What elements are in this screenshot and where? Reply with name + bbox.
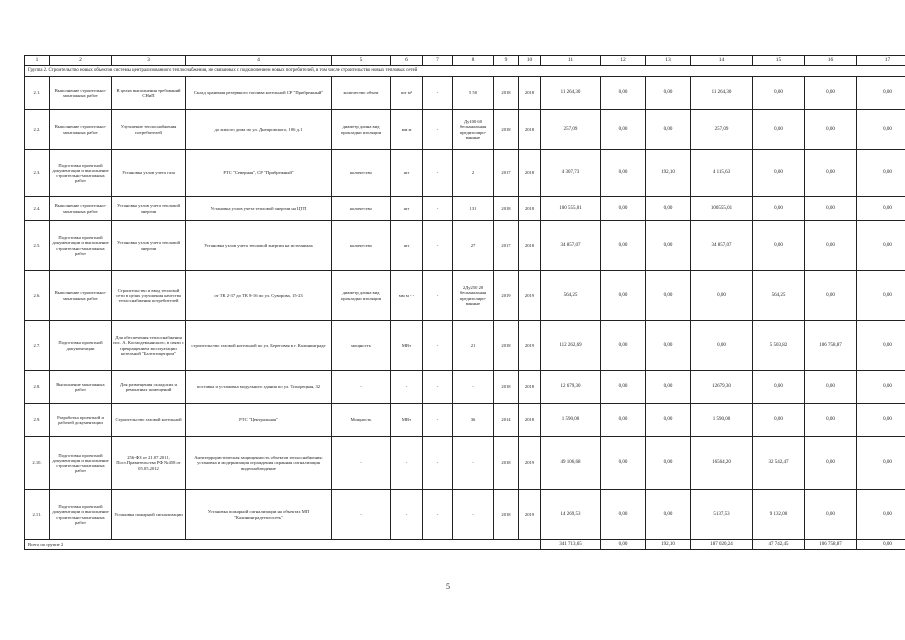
table-cell: 106 758,87: [805, 321, 857, 371]
table-cell: Выполнение строительно-монтажных работ: [50, 197, 112, 221]
group-total-value: 341 713,65: [541, 540, 601, 550]
column-number-cell: 10: [519, 56, 541, 66]
column-number-cell: 13: [646, 56, 691, 66]
table-cell: -: [423, 77, 453, 110]
table-cell: 2019: [519, 321, 541, 371]
table-cell: 5 503,82: [753, 321, 805, 371]
table-cell: 0,00: [753, 197, 805, 221]
table-cell: 2018: [519, 404, 541, 437]
table-cell: 14 269,53: [541, 490, 601, 540]
table-cell: от ТК 2-37 до ТК 8-16 по ул. Суворова, 15-23: [186, 271, 332, 321]
table-cell: 100555,01: [691, 197, 753, 221]
table-cell: -: [391, 371, 423, 404]
table-row: [25, 490, 905, 540]
table-cell: 0,00: [857, 221, 905, 271]
table-cell: РТС "Северная", СР "Прибрежный": [186, 150, 332, 197]
table-cell: 0,00: [857, 77, 905, 110]
table-cell: 11 264,30: [541, 77, 601, 110]
table-cell: 0,00: [805, 221, 857, 271]
table-cell: Антитеррористическая защищенность объектов теплоснабжения: установка и модернизация ограждения охранная сигнализация видеонаблюдение: [186, 437, 332, 490]
group-total-value: 106 758,87: [805, 540, 857, 550]
table-cell: 2018: [519, 77, 541, 110]
group-total-value: 0,00: [601, 540, 646, 550]
table-cell: количество: [332, 221, 391, 271]
table-cell: 2018: [494, 437, 519, 490]
table-cell: В целях выполнения требований СНиП: [112, 77, 186, 110]
table-cell: мощность: [332, 321, 391, 371]
table-cell: 2: [453, 150, 494, 197]
table-cell: Для обеспечения теплоснабжения пос. А. Космодемьянского, в связи с прекращением эксплуатации котельной "Балтптицепром": [112, 321, 186, 371]
table-cell: диаметр длина вид прокладки изоляции: [332, 271, 391, 321]
group-total-label: Всего по группе 2: [25, 540, 541, 550]
table-cell: Подготовка проектной документации и выполнение строительно-монтажных работ: [50, 221, 112, 271]
table-cell: 2019: [519, 271, 541, 321]
table-cell: 4 115,63: [691, 150, 753, 197]
group-title-row: [25, 66, 905, 77]
table-cell: 0,00: [805, 150, 857, 197]
table-cell: 2018: [494, 371, 519, 404]
table-cell: 0,00: [857, 110, 905, 150]
column-number-cell: 6: [391, 56, 423, 66]
table-row: [25, 271, 905, 321]
table-cell: 0,00: [646, 77, 691, 110]
table-cell: шт: [391, 197, 423, 221]
table-cell: 34 857,07: [691, 221, 753, 271]
table-cell: 4 307,73: [541, 150, 601, 197]
table-cell: 5 50: [453, 77, 494, 110]
table-cell: 2.5.: [25, 221, 50, 271]
table-cell: 0,00: [805, 490, 857, 540]
group-total-value: 187 020,24: [691, 540, 753, 550]
table-cell: количество: [332, 150, 391, 197]
table-row: [25, 197, 905, 221]
table-cell: до жилого дома по ул. Днепровского, 106 д.1: [186, 110, 332, 150]
table-cell: -: [423, 490, 453, 540]
table-cell: 2018: [494, 490, 519, 540]
table-cell: Подготовка проектной документации: [50, 321, 112, 371]
investment-program-table: [24, 55, 905, 550]
table-cell: 0,00: [646, 371, 691, 404]
table-cell: -: [423, 437, 453, 490]
table-cell: 2.8.: [25, 371, 50, 404]
table-cell: 2018: [494, 321, 519, 371]
table-cell: Ду100 60 бесканальная предизолиро-ванные: [453, 110, 494, 150]
table-cell: -: [423, 221, 453, 271]
table-cell: -: [453, 490, 494, 540]
table-cell: 0,00: [805, 110, 857, 150]
table-cell: -: [423, 321, 453, 371]
table-cell: Установка узлов учета тепловой энергии: [112, 221, 186, 271]
table-cell: строительство газовой котельной по ул. Береговая в г. Калининграде: [186, 321, 332, 371]
table-cell: Склад хранения резервного топлива котельной СР "Прибрежный": [186, 77, 332, 110]
table-cell: Разработка проектной и рабочей документации: [50, 404, 112, 437]
column-number-cell: 2: [50, 56, 112, 66]
table-cell: 0,00: [857, 371, 905, 404]
page-number: 5: [446, 582, 450, 591]
table-cell: -: [423, 150, 453, 197]
table-cell: 12679,30: [691, 371, 753, 404]
group-total-row: [25, 540, 905, 550]
table-cell: -: [391, 437, 423, 490]
column-number-cell: 11: [541, 56, 601, 66]
table-cell: 49 106,68: [541, 437, 601, 490]
table-cell: -: [332, 437, 391, 490]
table-cell: 0,00: [753, 221, 805, 271]
table-cell: 2Ду250 20 бесканальная предизолиро-ванные: [453, 271, 494, 321]
table-cell: Установка узлов учета тепловой энергии на ЦТП: [186, 197, 332, 221]
table-cell: Для размещения складских и ремонтных помещений: [112, 371, 186, 404]
table-cell: 0,00: [857, 150, 905, 197]
table-cell: 2019: [494, 271, 519, 321]
table-row: [25, 404, 905, 437]
table-cell: -: [423, 197, 453, 221]
column-number-cell: 5: [332, 56, 391, 66]
table-cell: 2017: [494, 150, 519, 197]
table-cell: 0,00: [805, 404, 857, 437]
table-cell: 0,00: [753, 371, 805, 404]
table-cell: 0,00: [646, 271, 691, 321]
table-cell: 257,09: [691, 110, 753, 150]
table-cell: Подготовка проектной документации и выполнение строительно-монтажных работ: [50, 437, 112, 490]
table-cell: 2019: [519, 490, 541, 540]
table-cell: 0,00: [601, 110, 646, 150]
table-cell: 0,00: [857, 404, 905, 437]
table-cell: Улучшение теплоснабжения потребителей: [112, 110, 186, 150]
table-cell: Выполнение монтажных работ: [50, 371, 112, 404]
table-cell: 0,00: [857, 437, 905, 490]
table-cell: 0,00: [601, 321, 646, 371]
table-cell: 2.11.: [25, 490, 50, 540]
table-cell: 9 132,00: [753, 490, 805, 540]
table-cell: 2.6.: [25, 271, 50, 321]
table-cell: МВт: [391, 404, 423, 437]
table-cell: 1 590,00: [541, 404, 601, 437]
table-cell: 0,00: [601, 150, 646, 197]
group-total-value: 47 742,45: [753, 540, 805, 550]
table-cell: -: [332, 371, 391, 404]
table-cell: Мощность: [332, 404, 391, 437]
table-cell: 2.4.: [25, 197, 50, 221]
table-cell: 0,00: [805, 437, 857, 490]
table-cell: 257,09: [541, 110, 601, 150]
table-cell: -: [423, 371, 453, 404]
table-cell: Выполнение строительно-монтажных работ: [50, 110, 112, 150]
column-number-row: [25, 56, 905, 66]
table-cell: мм м: [391, 110, 423, 150]
table-cell: 0,00: [857, 490, 905, 540]
table-cell: 2018: [519, 371, 541, 404]
table-cell: Строительство газовой котельной: [112, 404, 186, 437]
table-cell: 0,00: [646, 197, 691, 221]
table-cell: 0,00: [857, 197, 905, 221]
table-row: [25, 150, 905, 197]
column-number-cell: 9: [494, 56, 519, 66]
table-cell: 16564,20: [691, 437, 753, 490]
table-row: [25, 437, 905, 490]
table-cell: шт м³: [391, 77, 423, 110]
table-cell: Установка узлов учета газа: [112, 150, 186, 197]
table-cell: 131: [453, 197, 494, 221]
table-cell: 32 542,47: [753, 437, 805, 490]
table-cell: 2018: [519, 221, 541, 271]
table-cell: 36: [453, 404, 494, 437]
table-cell: 0,00: [646, 404, 691, 437]
table-cell: мм м - -: [391, 271, 423, 321]
column-number-cell: 12: [601, 56, 646, 66]
table-cell: 0,00: [805, 271, 857, 321]
table-cell: 0,00: [646, 490, 691, 540]
table-cell: 112 262,69: [541, 321, 601, 371]
column-number-cell: 8: [453, 56, 494, 66]
table-cell: Выполнение строительно-монтажных работ: [50, 271, 112, 321]
table-cell: 2018: [519, 110, 541, 150]
table-cell: 0,00: [601, 77, 646, 110]
table-cell: -: [453, 371, 494, 404]
table-cell: -: [423, 271, 453, 321]
table-cell: 0,00: [646, 321, 691, 371]
table-cell: Установка узлов учета тепловой энергии на источниках: [186, 221, 332, 271]
table-cell: количество: [332, 197, 391, 221]
table-cell: 564,25: [541, 271, 601, 321]
table-cell: 2.9.: [25, 404, 50, 437]
table-cell: 0,00: [805, 77, 857, 110]
investment-table-sheet: [24, 55, 892, 550]
table-cell: 0,00: [646, 221, 691, 271]
table-cell: 12 679,30: [541, 371, 601, 404]
table-cell: 2018: [494, 77, 519, 110]
table-cell: МВт: [391, 321, 423, 371]
table-cell: 11 264,30: [691, 77, 753, 110]
group-title: Группа 2. Строительство новых объектов системы централизованного теплоснабжения, не связанных с подключением новых потребителей, в том числе строительство новых тепловых сетей: [25, 66, 905, 77]
table-cell: 0,00: [601, 404, 646, 437]
table-row: [25, 321, 905, 371]
table-cell: 0,00: [753, 404, 805, 437]
group-total-value: 192,10: [646, 540, 691, 550]
table-cell: 0,00: [601, 490, 646, 540]
table-cell: -: [423, 110, 453, 150]
table-cell: шт: [391, 150, 423, 197]
column-number-cell: 14: [691, 56, 753, 66]
table-cell: 100 555,01: [541, 197, 601, 221]
table-cell: 256-ФЗ от 21.07.2011, Пост.Правительства РФ №458 от 05.05.2012: [112, 437, 186, 490]
table-cell: количество объем: [332, 77, 391, 110]
table-cell: -: [423, 404, 453, 437]
table-cell: 34 857,07: [541, 221, 601, 271]
table-row: [25, 110, 905, 150]
table-cell: 0,00: [601, 437, 646, 490]
table-cell: 0,00: [857, 271, 905, 321]
table-cell: 0,00: [646, 110, 691, 150]
group-total-value: 0,00: [857, 540, 905, 550]
column-number-cell: 7: [423, 56, 453, 66]
column-number-cell: 15: [753, 56, 805, 66]
table-row: [25, 77, 905, 110]
table-cell: 5137,53: [691, 490, 753, 540]
table-cell: 2.10.: [25, 437, 50, 490]
table-cell: 0,00: [857, 321, 905, 371]
table-cell: 1 590,00: [691, 404, 753, 437]
table-cell: Строительство и ввод тепловой сети в целях улучшения качества теплоснабжения потребителей: [112, 271, 186, 321]
table-cell: 2014: [494, 404, 519, 437]
table-cell: Подготовка проектной документации и выполнение строительно-монтажных работ: [50, 490, 112, 540]
column-number-cell: 1: [25, 56, 50, 66]
table-cell: 2017: [494, 221, 519, 271]
column-number-cell: 17: [857, 56, 905, 66]
table-cell: 192,10: [646, 150, 691, 197]
table-cell: 2.2.: [25, 110, 50, 150]
column-number-cell: 3: [112, 56, 186, 66]
table-cell: шт: [391, 221, 423, 271]
table-cell: 2018: [519, 197, 541, 221]
table-cell: 0,00: [691, 321, 753, 371]
table-cell: 0,00: [805, 371, 857, 404]
table-cell: -: [391, 490, 423, 540]
table-cell: 27: [453, 221, 494, 271]
table-cell: Выполнение строительно-монтажных работ: [50, 77, 112, 110]
table-cell: 0,00: [601, 221, 646, 271]
table-cell: 0,00: [691, 271, 753, 321]
table-cell: 0,00: [601, 197, 646, 221]
table-cell: -: [332, 490, 391, 540]
table-cell: 0,00: [601, 371, 646, 404]
table-cell: 564,25: [753, 271, 805, 321]
table-cell: 2019: [519, 437, 541, 490]
table-row: [25, 371, 905, 404]
table-cell: 2.1.: [25, 77, 50, 110]
table-cell: 2018: [519, 150, 541, 197]
table-cell: 21: [453, 321, 494, 371]
table-cell: 0,00: [753, 77, 805, 110]
table-cell: 0,00: [805, 197, 857, 221]
table-cell: 0,00: [753, 110, 805, 150]
table-cell: РТС "Центральная": [186, 404, 332, 437]
table-cell: поставка и установка модульного здания по ул. Тихорецкая, 32: [186, 371, 332, 404]
table-cell: Установка пожарной сигнализации на объектах МП "Калининградтеплосеть": [186, 490, 332, 540]
table-cell: диаметр длина вид прокладки изоляции: [332, 110, 391, 150]
table-cell: 2.3.: [25, 150, 50, 197]
column-number-cell: 4: [186, 56, 332, 66]
table-cell: -: [453, 437, 494, 490]
table-cell: Установка пожарной сигнализации: [112, 490, 186, 540]
table-cell: 0,00: [753, 150, 805, 197]
table-cell: Установка узлов учета тепловой энергии: [112, 197, 186, 221]
table-cell: 2.7.: [25, 321, 50, 371]
table-cell: Подготовка проектной документации и выполнение строительно-монтажных работ: [50, 150, 112, 197]
table-cell: 2018: [494, 197, 519, 221]
table-cell: 2018: [494, 110, 519, 150]
table-row: [25, 221, 905, 271]
table-cell: 0,00: [601, 271, 646, 321]
table-cell: 0,00: [646, 437, 691, 490]
column-number-cell: 16: [805, 56, 857, 66]
